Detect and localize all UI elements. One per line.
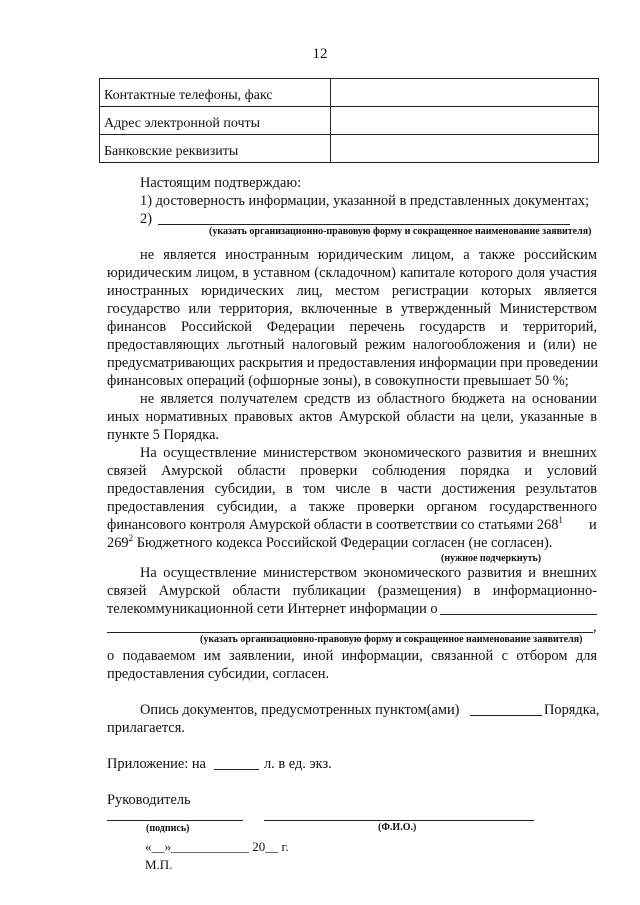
- p3-line: предоставления субсидии, а также проверки органом государственного: [107, 499, 597, 515]
- p3-line-6-sup: 2: [128, 533, 134, 544]
- inventory-attached: прилагается.: [107, 720, 185, 736]
- fio-line: [264, 820, 534, 821]
- p1-line: не является иностранным юридическим лицом, а также российским: [140, 247, 597, 263]
- p3-line-5-text: финансового контроля Амурской области в соответствии со статьями 268: [107, 517, 559, 533]
- confirm-item-1: 1) достоверность информации, указанной в представленных документах;: [140, 193, 590, 209]
- p4-line-3: телекоммуникационной сети Интернет информации о: [107, 601, 438, 617]
- appendix-sheets-blank: [214, 769, 259, 770]
- p4-line: связей Амурской области публикации (размещения) в информационно-: [107, 583, 597, 599]
- p1-line-last: финансовых операций (офшорные зоны), в совокупности превышает 50 %;: [107, 373, 569, 389]
- inventory-blank: [470, 715, 542, 716]
- table-row-label: Контактные телефоны, факс: [100, 79, 331, 107]
- p1-line: иностранных юридических лиц, местом регистрации которых является: [107, 283, 597, 299]
- table-row: [100, 79, 599, 107]
- page-number: 12: [312, 46, 328, 62]
- stamp-label: М.П.: [145, 857, 173, 872]
- head-label: Руководитель: [107, 792, 191, 808]
- p1-line: юридическим лицом, в уставном (складочном) капитале которого доля участия: [107, 265, 597, 281]
- appendix-label: Приложение: на: [107, 756, 206, 772]
- p5-line-last: предоставления субсидии, согласен.: [107, 666, 330, 682]
- applicant-hint: (указать организационно-правовую форму и сокращенное наименование заявителя): [209, 226, 592, 237]
- p3-line-6-num: 269: [107, 535, 129, 551]
- applicant-hint-2: (указать организационно-правовую форму и сокращенное наименование заявителя): [200, 634, 583, 645]
- confirm-intro: Настоящим подтверждаю:: [140, 175, 302, 191]
- table-row-value: [331, 79, 599, 107]
- p3-line-6-text: Бюджетного кодекса Российской Федерации согласен (не согласен).: [133, 535, 553, 551]
- table-row-label: Банковские реквизиты: [100, 135, 331, 163]
- p1-line: предусматривающих раскрытия и предоставления информации при проведении: [107, 355, 599, 371]
- p3-line-5-end: и: [589, 517, 597, 533]
- table-row-label: Адрес электронной почты: [100, 107, 331, 135]
- p1-line: государство или территория, включенные в утвержденный Министерством: [107, 301, 597, 317]
- table-row: [100, 135, 599, 163]
- p3-line: предоставления субсидии, в том числе в части достижения результатов: [107, 481, 597, 497]
- comma: ,: [593, 619, 597, 635]
- table-row-value: [331, 135, 599, 163]
- p1-line: предоставляющих льготный налоговый режим налогообложения и (или) не: [107, 337, 597, 353]
- table-row-value: [331, 107, 599, 135]
- p3-line-5: [107, 517, 563, 534]
- inventory-text: Опись документов, предусмотренных пунктом(ами): [140, 702, 460, 718]
- applicant-name-line: [158, 224, 570, 225]
- p2-line: иных нормативных правовых актов Амурской области на цели, указанные в: [107, 409, 597, 425]
- p4-line: На осуществление министерством экономического развития и внешних: [140, 565, 597, 581]
- info-subject-line: [440, 614, 597, 615]
- contact-info-table: [99, 78, 599, 163]
- p3-line-6: [107, 535, 552, 552]
- signature-line: [107, 820, 243, 821]
- p3-line: связей Амурской области проверки соблюдения порядка и условий: [107, 463, 597, 479]
- fio-hint: (Ф.И.О.): [378, 822, 417, 833]
- signature-hint: (подпись): [146, 823, 190, 834]
- p5-line: о подаваемом им заявлении, иной информации, связанной с отбором для: [107, 648, 597, 664]
- date-line: «__»____________ 20__ г.: [145, 839, 289, 854]
- p2-line: не является получателем средств из областного бюджета на основании: [140, 391, 597, 407]
- appendix-suffix: л. в ед. экз.: [264, 756, 332, 772]
- inventory-text-end: Порядка,: [544, 702, 600, 718]
- p2-line-last: пункте 5 Порядка.: [107, 427, 219, 443]
- applicant-name-line-2: [107, 632, 593, 633]
- confirm-item-2-prefix: 2): [140, 211, 152, 227]
- p1-line: финансов Российской Федерации перечень государств и территорий,: [107, 319, 597, 335]
- table-row: [100, 107, 599, 135]
- p3-line: На осуществление министерством экономического развития и внешних: [140, 445, 597, 461]
- p3-line-5-sup: 1: [558, 515, 563, 526]
- underline-hint: (нужное подчеркнуть): [441, 553, 542, 564]
